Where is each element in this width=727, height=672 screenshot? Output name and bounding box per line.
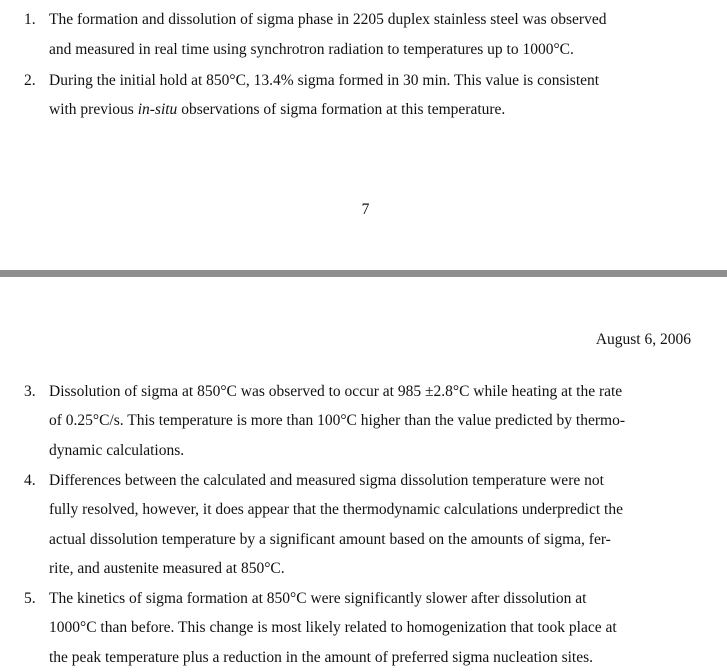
item-line: dynamic calculations. (49, 442, 185, 459)
item-number: 4. (24, 472, 36, 489)
item-line: Differences between the calculated and measured sigma dissolution temperature were not (49, 472, 604, 489)
page-bottom (0, 277, 727, 672)
item-line: actual dissolution temperature by a significant amount based on the amounts of sigma, fer- (49, 531, 611, 548)
item-line: 1000°C than before. This change is most likely related to homogenization that took place at (49, 619, 617, 636)
item-line: During the initial hold at 850°C, 13.4% sigma formed in 30 min. This value is consistent (49, 72, 600, 89)
item-number: 1. (24, 11, 36, 28)
item-line-suffix: observations of sigma formation at this temperature. (177, 101, 506, 118)
item-line: the peak temperature plus a reduction in the amount of preferred sigma nucleation sites. (49, 649, 594, 666)
item-line: rite, and austenite measured at 850°C. (49, 560, 285, 577)
page-separator (0, 270, 727, 277)
item-line: fully resolved, however, it does appear that the thermodynamic calculations underpredict the (49, 501, 623, 518)
item-number: 3. (24, 383, 36, 400)
item-line (49, 101, 505, 119)
item-line: of 0.25°C/s. This temperature is more than 100°C higher than the value predicted by thermo- (49, 412, 625, 429)
page-top (0, 0, 727, 270)
item-line: and measured in real time using synchrotron radiation to temperatures up to 1000°C. (49, 41, 574, 58)
item-number: 5. (24, 590, 36, 607)
item-number: 2. (24, 72, 36, 89)
item-line-italic: in-situ (137, 101, 178, 118)
item-line: Dissolution of sigma at 850°C was observed to occur at 985 ±2.8°C while heating at the rate (49, 383, 623, 400)
document-date: August 6, 2006 (595, 331, 691, 348)
item-line: The formation and dissolution of sigma phase in 2205 duplex stainless steel was observed (49, 11, 607, 28)
item-line-prefix: with previous (49, 101, 138, 118)
item-line: The kinetics of sigma formation at 850°C were significantly slower after dissolution at (49, 590, 587, 607)
page-number: 7 (361, 201, 370, 218)
